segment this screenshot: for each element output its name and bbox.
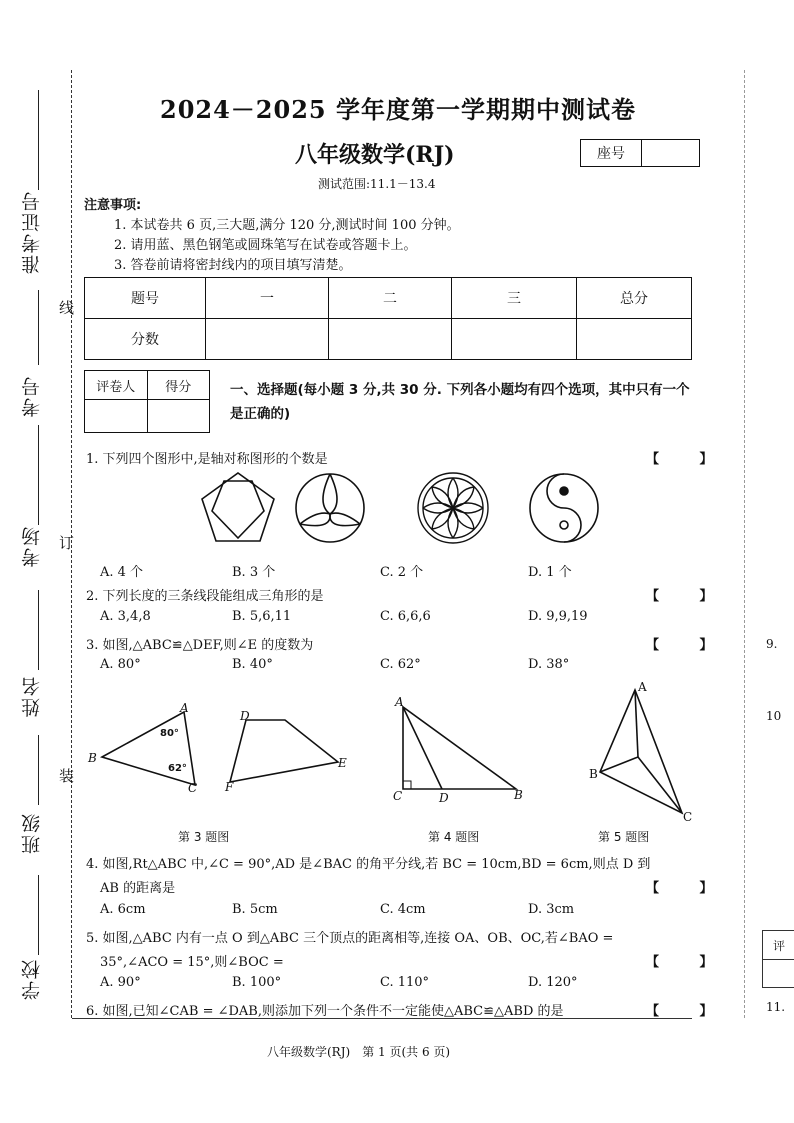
field-name: 姓名: [21, 675, 43, 717]
q4-option-a: A. 6cm: [100, 902, 146, 917]
q1-figures: [188, 470, 608, 550]
field-class: 班级: [21, 812, 43, 854]
exam-title: 2024－2025 学年度第一学期期中测试卷: [160, 95, 636, 124]
section-1-title: 一、选择题(每小题 3 分,共 30 分. 下列各小题均有四个选项，其中只有一个是正确的): [230, 382, 690, 422]
fig3-label-f: F: [225, 780, 234, 794]
margin-line: [38, 735, 39, 805]
yin-yang-figure: [530, 474, 598, 542]
q5-option-d: D. 120°: [528, 975, 578, 990]
q4-option-d: D. 3cm: [528, 902, 575, 917]
fig4-label-c: C: [393, 789, 403, 803]
q5-option-b: B. 100°: [232, 975, 282, 990]
q5-option-c: C. 110°: [380, 975, 430, 990]
q4-option-b: B. 5cm: [232, 902, 278, 917]
question-5: 5. 如图,△ABC 内有一点 O 到△ABC 三个顶点的距离相等,连接 OA、OB、OC,若∠BAO =: [86, 931, 614, 946]
q4-option-c: C. 4cm: [380, 902, 426, 917]
fig3-label-b: B: [88, 751, 97, 765]
field-exam-number: 准考证号: [21, 190, 43, 274]
score-header-cell: 一: [206, 278, 329, 319]
q2-option-b: B. 5,6,11: [232, 609, 292, 624]
score-cell[interactable]: [329, 319, 452, 360]
seat-label: 座号: [581, 140, 642, 166]
q2-option-a: A. 3,4,8: [100, 609, 151, 624]
margin-line: [38, 425, 39, 525]
fig5-label-c: C: [683, 810, 693, 824]
fig4-caption: 第 4 题图: [428, 830, 480, 844]
fig3-label-a: A: [180, 701, 189, 715]
notice-item: 2. 请用蓝、黑色钢笔或圆珠笔写在试卷或答题卡上。: [114, 238, 417, 253]
notice-block: [84, 196, 460, 276]
circle-arcs-figure: [296, 474, 364, 542]
score-row-label: 分数: [85, 319, 206, 360]
q1-option-a: A. 4 个: [100, 565, 144, 580]
seal-mark-line: 线: [57, 300, 75, 317]
fig5-label-a: A: [638, 680, 647, 694]
field-school: 学校: [21, 958, 43, 1000]
answer-bracket[interactable]: 【 】: [646, 589, 731, 604]
fig4-label-b: B: [514, 788, 523, 802]
flower-figure: [418, 473, 488, 543]
next-page-seal-line: [744, 70, 745, 1018]
question-6: 6. 如图,已知∠CAB = ∠DAB,则添加下列一个条件不一定能使△ABC≌△ABD 的是: [86, 1004, 564, 1019]
fig5-triangle: [600, 690, 682, 813]
fig3-label-d: D: [240, 709, 250, 723]
fig3-triangles: [102, 712, 338, 785]
answer-bracket[interactable]: 【 】: [646, 881, 731, 896]
edge-box: [762, 930, 794, 988]
field-exam-room: 考场: [21, 525, 43, 567]
grader-score-label: 得分: [147, 371, 210, 400]
score-header-cell: 三: [452, 278, 577, 319]
question-5-cont: 35°,∠ACO = 15°,则∠BOC =: [100, 955, 284, 970]
q1-option-c: C. 2 个: [380, 565, 424, 580]
score-cell[interactable]: [577, 319, 692, 360]
answer-bracket[interactable]: 【 】: [646, 638, 731, 653]
margin-line: [38, 590, 39, 670]
fig5-label-b: B: [589, 767, 598, 781]
edge-text: 9.: [766, 637, 778, 651]
score-table-header-row: [85, 278, 692, 319]
q3-option-a: A. 80°: [100, 657, 141, 672]
answer-bracket[interactable]: 【 】: [646, 1004, 731, 1019]
margin-line: [38, 290, 39, 365]
answer-bracket[interactable]: 【 】: [646, 452, 731, 467]
seal-mark-install: 装: [57, 768, 75, 785]
margin-line: [38, 875, 39, 955]
bottom-rule: [72, 1018, 692, 1019]
score-header-cell: 题号: [85, 278, 206, 319]
fig3-angle-b: 62°: [168, 763, 187, 774]
question-2: 2. 下列长度的三条线段能组成三角形的是: [86, 589, 324, 604]
exam-subject: 八年级数学(RJ): [295, 142, 455, 168]
notice-item: 1. 本试卷共 6 页,三大题,满分 120 分,测试时间 100 分钟。: [114, 218, 460, 233]
grader-table: [84, 370, 210, 433]
edge-text: 10: [766, 709, 782, 723]
fig3-label-e: E: [338, 756, 347, 770]
q3-option-b: B. 40°: [232, 657, 273, 672]
q1-option-d: D. 1 个: [528, 565, 572, 580]
score-header-cell: 二: [329, 278, 452, 319]
score-table-row: [85, 319, 692, 360]
q3-option-d: D. 38°: [528, 657, 570, 672]
page-footer: 八年级数学(RJ) 第 1 页(共 6 页): [267, 1045, 451, 1059]
q5-option-a: A. 90°: [100, 975, 141, 990]
grader-reviewer-label: 评卷人: [85, 371, 148, 400]
notice-heading: 注意事项:: [84, 198, 142, 213]
fig3-angle-a: 80°: [160, 728, 179, 739]
geometry-figures: [80, 675, 700, 825]
question-1: 1. 下列四个图形中,是轴对称图形的个数是: [86, 452, 328, 467]
fig4-right-triangle: [403, 707, 516, 789]
fig5-caption: 第 5 题图: [598, 830, 650, 844]
score-cell[interactable]: [452, 319, 577, 360]
score-header-cell: 总分: [577, 278, 692, 319]
pentagon-figure: [202, 473, 274, 541]
notice-item: 3. 答卷前请将密封线内的项目填写清楚。: [114, 258, 352, 273]
seal-mark-bind: 订: [57, 535, 75, 552]
score-cell[interactable]: [206, 319, 329, 360]
q1-option-b: B. 3 个: [232, 565, 276, 580]
edge-text: 11.: [766, 1000, 786, 1014]
fig3-caption: 第 3 题图: [178, 830, 230, 844]
q3-option-c: C. 62°: [380, 657, 421, 672]
test-range: 测试范围:11.1－13.4: [318, 177, 436, 191]
margin-line: [38, 90, 39, 190]
q2-option-d: D. 9,9,19: [528, 609, 588, 624]
answer-bracket[interactable]: 【 】: [646, 955, 731, 970]
question-3: 3. 如图,△ABC≌△DEF,则∠E 的度数为: [86, 638, 314, 653]
fig4-label-a: A: [395, 695, 404, 709]
grader-reviewer-cell[interactable]: [85, 400, 148, 433]
score-table: [84, 277, 692, 360]
grader-score-cell[interactable]: [147, 400, 210, 433]
fig3-label-c: C: [188, 781, 198, 795]
q2-option-c: C. 6,6,6: [380, 609, 431, 624]
seat-number-box[interactable]: [580, 139, 700, 167]
field-exam-id: 考号: [21, 375, 43, 417]
question-4: 4. 如图,Rt△ABC 中,∠C = 90°,AD 是∠BAC 的角平分线,若 BC = 10cm,BD = 6cm,则点 D 到: [86, 857, 651, 872]
fig4-label-d: D: [439, 791, 449, 805]
question-4-cont: AB 的距离是: [100, 881, 176, 896]
edge-text: 评: [773, 939, 786, 953]
